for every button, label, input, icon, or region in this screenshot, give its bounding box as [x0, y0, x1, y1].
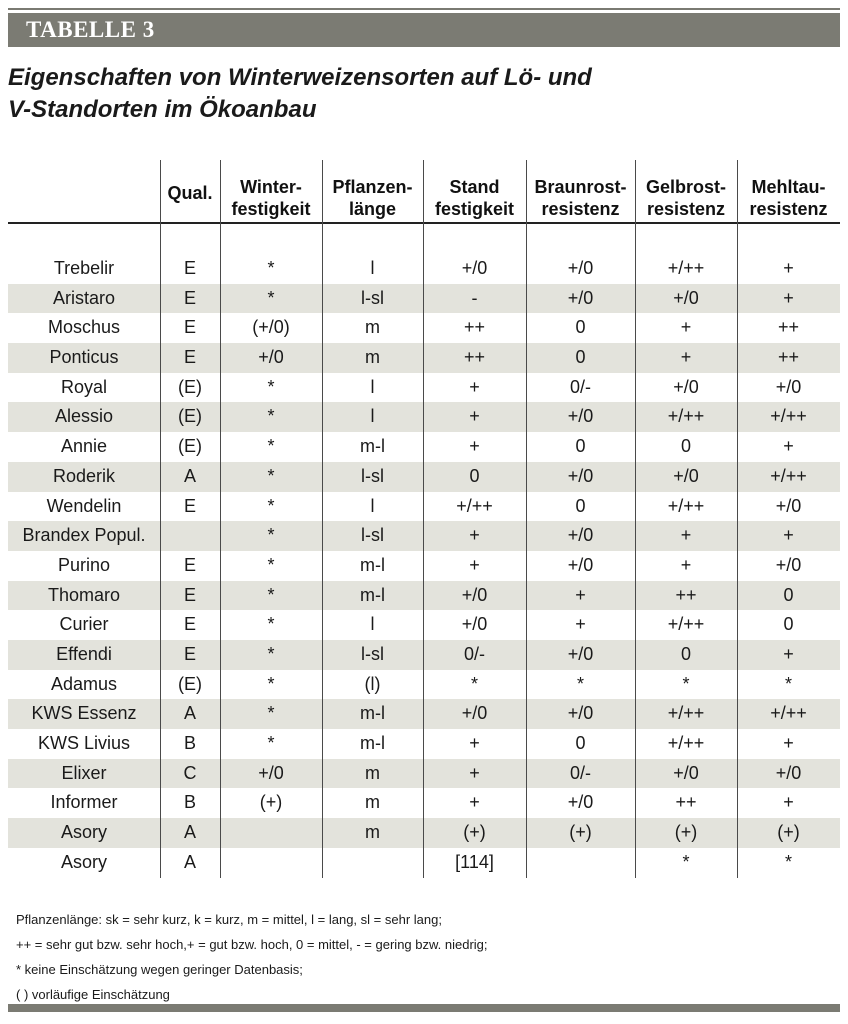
cell-mehl: (+): [777, 822, 800, 843]
cell-sorte: Royal: [60, 376, 108, 397]
cell-mehl: 0: [783, 584, 794, 605]
cell-winter: *: [267, 406, 275, 427]
cell-winter: *: [267, 733, 275, 753]
cell-qual: E: [183, 643, 196, 664]
cell-sorte: Ponticus: [49, 347, 119, 368]
cell-qual: C: [183, 762, 197, 783]
cell-winter: *: [267, 584, 275, 605]
cell-stand: (+): [463, 822, 486, 843]
cell-pflanzen: m-l: [360, 703, 385, 724]
cell-stand: +: [469, 525, 480, 546]
table-row: [8, 373, 840, 403]
cell-stand: +/0: [461, 703, 488, 724]
column-divider: [737, 160, 738, 878]
cell-stand: 0: [469, 465, 480, 486]
cell-gelb: ++: [675, 792, 697, 813]
cell-winter: *: [267, 703, 275, 724]
cell-braun: 0: [575, 347, 586, 368]
cell-stand: +: [469, 554, 480, 575]
table-row: [8, 699, 840, 729]
table-row: [8, 818, 840, 848]
column-header-line: resistenz: [646, 199, 726, 219]
cell-sorte: Informer: [50, 792, 118, 813]
cell-winter: *: [267, 258, 275, 278]
cell-qual: [160, 521, 220, 551]
column-header-line: resistenz: [541, 199, 620, 219]
table-row: [8, 254, 840, 284]
column-header-line: festigkeit: [434, 199, 515, 219]
cell-gelb: 0: [680, 643, 691, 664]
table-row: [8, 848, 840, 878]
table-row: [8, 759, 840, 789]
cell-pflanzen: l: [370, 376, 375, 397]
cell-winter: +/0: [258, 762, 284, 783]
cell-braun: 0: [575, 317, 586, 338]
column-header-pflanzen: [322, 160, 423, 222]
cell-qual: E: [183, 287, 196, 308]
cell-mehl: +: [783, 258, 794, 278]
cell-stand: -: [471, 287, 478, 308]
cell-sorte: Thomaro: [47, 584, 121, 605]
table-row: [8, 610, 840, 640]
table-row: [8, 640, 840, 670]
cell-braun: +/0: [567, 554, 594, 575]
cell-mehl: +/0: [775, 554, 802, 575]
title-line-2: V-Standorten im Ökoanbau: [8, 96, 317, 123]
cell-braun: +: [575, 614, 586, 635]
cell-mehl: 0: [783, 614, 794, 635]
table-row: [8, 788, 840, 818]
cell-winter: [220, 818, 322, 848]
cell-braun: 0/-: [569, 376, 591, 397]
cell-pflanzen: l: [370, 406, 375, 427]
cell-qual: E: [183, 614, 196, 635]
cell-qual: A: [183, 851, 196, 872]
table-body: [8, 254, 840, 877]
column-divider: [220, 160, 221, 878]
table-row: [8, 432, 840, 462]
cell-braun: +/0: [567, 465, 594, 486]
cell-mehl: +: [783, 436, 794, 457]
cell-gelb: +/++: [667, 406, 705, 427]
cell-qual: E: [183, 495, 196, 516]
cell-stand: +: [469, 762, 480, 783]
cell-pflanzen: (l): [364, 673, 381, 694]
cell-sorte: Effendi: [56, 643, 112, 664]
cell-pflanzen: m-l: [360, 436, 385, 457]
cell-winter: *: [267, 495, 275, 516]
table-row: [8, 313, 840, 343]
cell-mehl: +: [783, 643, 794, 664]
cell-mehl: *: [784, 673, 792, 694]
table-row: [8, 492, 840, 522]
cell-qual: E: [183, 554, 196, 575]
cell-qual: B: [183, 792, 196, 813]
cell-sorte: Adamus: [50, 673, 118, 694]
cell-winter: [220, 848, 322, 878]
cell-qual: (E): [178, 436, 202, 457]
cell-qual: A: [183, 703, 196, 724]
cell-sorte: Purino: [57, 554, 111, 575]
cell-sorte: Curier: [59, 614, 109, 635]
cell-winter: *: [267, 287, 275, 308]
cell-braun: 0: [575, 436, 586, 457]
cell-stand: +: [469, 733, 480, 753]
cell-stand: 0/-: [463, 643, 485, 664]
cell-braun: +/0: [567, 643, 594, 664]
cell-winter: (+): [259, 792, 283, 813]
cell-sorte: Annie: [60, 436, 108, 457]
title-line-1: Eigenschaften von Winterweizensorten auf Lö- und: [8, 64, 592, 91]
cell-gelb: 0: [680, 436, 691, 457]
column-header-line: Pflanzen-: [332, 177, 413, 197]
cell-stand: ++: [463, 317, 486, 338]
cell-gelb: +/0: [673, 287, 699, 308]
column-header-line: festigkeit: [231, 199, 311, 219]
cell-gelb: +: [680, 317, 692, 338]
cell-winter: *: [267, 465, 275, 486]
table-row: [8, 729, 840, 759]
table-row: [8, 284, 840, 314]
cell-gelb: +: [680, 554, 692, 575]
cell-braun: 0: [575, 495, 586, 516]
cell-mehl: +/++: [770, 703, 807, 724]
column-divider: [322, 160, 323, 878]
cell-pflanzen: m: [365, 317, 380, 338]
cell-mehl: +/++: [770, 406, 807, 427]
table-row: [8, 521, 840, 551]
table-title: [8, 62, 828, 126]
cell-qual: (E): [178, 673, 202, 694]
column-header-line: länge: [348, 199, 396, 219]
cell-winter: *: [267, 525, 275, 546]
table-row: [8, 581, 840, 611]
footnote-preliminary: ( ) vorläufige Einschätzung: [16, 987, 170, 1002]
cell-qual: E: [183, 317, 196, 338]
cell-pflanzen: l-sl: [361, 525, 384, 546]
cell-gelb: +/++: [667, 703, 705, 724]
cell-gelb: ++: [675, 584, 697, 605]
cell-stand: +/0: [461, 258, 488, 278]
cell-pflanzen: m: [365, 822, 380, 843]
cell-pflanzen: l-sl: [361, 465, 384, 486]
footnote-no-data: * keine Einschätzung wegen geringer Datenbasis;: [16, 962, 303, 977]
column-header-line: Qual.: [167, 183, 213, 203]
cell-pflanzen: l: [370, 495, 375, 516]
footnote-rating-scale: ++ = sehr gut bzw. sehr hoch,+ = gut bzw. hoch, 0 = mittel, - = gering bzw. niedrig;: [16, 937, 488, 952]
cell-winter: *: [267, 436, 275, 457]
cell-stand: +: [469, 436, 480, 457]
cell-pflanzen: l-sl: [361, 643, 384, 664]
cell-gelb: +: [680, 525, 692, 546]
cell-qual: B: [183, 733, 196, 753]
cell-gelb: *: [682, 851, 690, 872]
table-row: [8, 343, 840, 373]
footnotes: [16, 907, 836, 1007]
cell-braun: *: [576, 673, 584, 694]
cell-stand: [114]: [455, 851, 494, 872]
cell-sorte: Brandex Popul.: [22, 525, 146, 546]
column-header-stand: [423, 160, 526, 222]
header-rule: [8, 222, 840, 224]
cell-pflanzen: m: [365, 347, 380, 368]
table-row: [8, 462, 840, 492]
cell-sorte: Asory: [60, 822, 107, 843]
cell-winter: +/0: [258, 347, 284, 368]
cell-braun: +/0: [567, 703, 594, 724]
cell-qual: E: [183, 258, 196, 278]
table-row: [8, 551, 840, 581]
column-header-gelb: [635, 160, 737, 222]
cell-gelb: +/++: [667, 733, 705, 753]
cell-gelb: +: [680, 347, 692, 368]
cell-mehl: +: [783, 733, 794, 753]
cell-stand: ++: [463, 347, 486, 368]
column-header-mehl: [737, 160, 840, 222]
column-header-line: Winter-: [240, 177, 302, 197]
cell-braun: 0: [575, 733, 586, 753]
cell-gelb: (+): [674, 822, 698, 843]
cell-gelb: +/++: [667, 258, 705, 278]
cell-pflanzen: m-l: [360, 554, 385, 575]
cell-qual: A: [183, 465, 196, 486]
table-label-banner: TABELLE 3: [8, 13, 840, 47]
cell-stand: *: [470, 673, 478, 694]
cell-sorte: Asory: [60, 851, 107, 872]
cell-pflanzen: l: [370, 258, 375, 278]
bottom-rule: [8, 1004, 840, 1012]
cell-pflanzen: m-l: [360, 733, 385, 753]
cell-braun: 0/-: [569, 762, 591, 783]
cell-pflanzen: m-l: [360, 584, 385, 605]
cell-stand: +: [469, 792, 480, 813]
cell-braun: +/0: [567, 258, 594, 278]
cell-mehl: +/0: [775, 762, 802, 783]
cell-braun: +/0: [567, 792, 594, 813]
column-header-line: Mehltau-: [751, 177, 826, 197]
top-rule: [8, 8, 840, 10]
cell-sorte: Elixer: [61, 762, 107, 783]
column-divider: [423, 160, 424, 878]
cell-braun: +: [575, 584, 586, 605]
footnote-plant-length: Pflanzenlänge: sk = sehr kurz, k = kurz, m = mittel, l = lang, sl = sehr lang;: [16, 912, 442, 927]
column-divider: [526, 160, 527, 878]
cell-pflanzen: m: [365, 792, 380, 813]
cell-qual: E: [183, 584, 196, 605]
cell-stand: +: [469, 406, 480, 427]
cell-braun: +/0: [567, 525, 594, 546]
column-header-qual: [160, 160, 220, 222]
cell-pflanzen: l: [370, 614, 375, 635]
cell-winter: *: [267, 673, 275, 694]
table-row: [8, 670, 840, 700]
cell-winter: (+/0): [252, 317, 290, 338]
column-header-line: resistenz: [749, 199, 828, 219]
cell-stand: +: [469, 376, 480, 397]
cell-gelb: +/++: [667, 495, 705, 516]
cell-winter: *: [267, 376, 275, 397]
cell-sorte: Aristaro: [52, 287, 115, 308]
cell-winter: *: [267, 643, 275, 664]
column-header-winter: [220, 160, 322, 222]
cell-mehl: *: [784, 851, 792, 872]
cell-winter: *: [267, 614, 275, 635]
column-divider: [160, 160, 161, 878]
cell-sorte: Roderik: [52, 465, 116, 486]
cell-pflanzen: l-sl: [361, 287, 384, 308]
cell-winter: *: [267, 554, 275, 575]
cell-mehl: +/0: [775, 376, 802, 397]
cell-gelb: +/0: [673, 465, 699, 486]
cell-pflanzen: m: [365, 762, 380, 783]
cell-gelb: +/0: [673, 376, 699, 397]
column-header-line: Braunrost-: [534, 177, 627, 197]
cell-sorte: Trebelir: [53, 258, 115, 278]
cell-qual: (E): [178, 406, 202, 427]
table-row: [8, 402, 840, 432]
cell-braun: (+): [569, 822, 592, 843]
column-header-braun: [526, 160, 635, 222]
cell-gelb: +/++: [667, 614, 705, 635]
cell-gelb: *: [682, 673, 690, 694]
cell-stand: +/0: [461, 584, 488, 605]
cell-mehl: ++: [777, 317, 800, 338]
cell-pflanzen: [322, 848, 423, 878]
cell-stand: +/++: [456, 495, 493, 516]
cell-braun: +/0: [567, 406, 594, 427]
data-table: [8, 160, 840, 878]
cell-qual: E: [183, 347, 196, 368]
cell-sorte: KWS Essenz: [31, 703, 137, 724]
cell-mehl: +: [783, 792, 794, 813]
cell-mehl: +: [783, 525, 794, 546]
cell-sorte: KWS Livius: [37, 733, 131, 753]
cell-sorte: Alessio: [54, 406, 114, 427]
column-header-line: Gelbrost-: [645, 177, 726, 197]
cell-sorte: Moschus: [47, 317, 121, 338]
column-header-line: Stand: [449, 177, 500, 197]
cell-qual: A: [183, 822, 196, 843]
cell-stand: +/0: [461, 614, 488, 635]
cell-braun: [526, 848, 635, 878]
cell-mehl: +/++: [770, 465, 807, 486]
cell-qual: (E): [178, 376, 202, 397]
cell-gelb: +/0: [673, 762, 699, 783]
cell-sorte: Wendelin: [46, 495, 122, 516]
cell-mehl: ++: [777, 347, 800, 368]
cell-mehl: +: [783, 287, 794, 308]
cell-mehl: +/0: [775, 495, 802, 516]
column-divider: [635, 160, 636, 878]
cell-braun: +/0: [567, 287, 594, 308]
